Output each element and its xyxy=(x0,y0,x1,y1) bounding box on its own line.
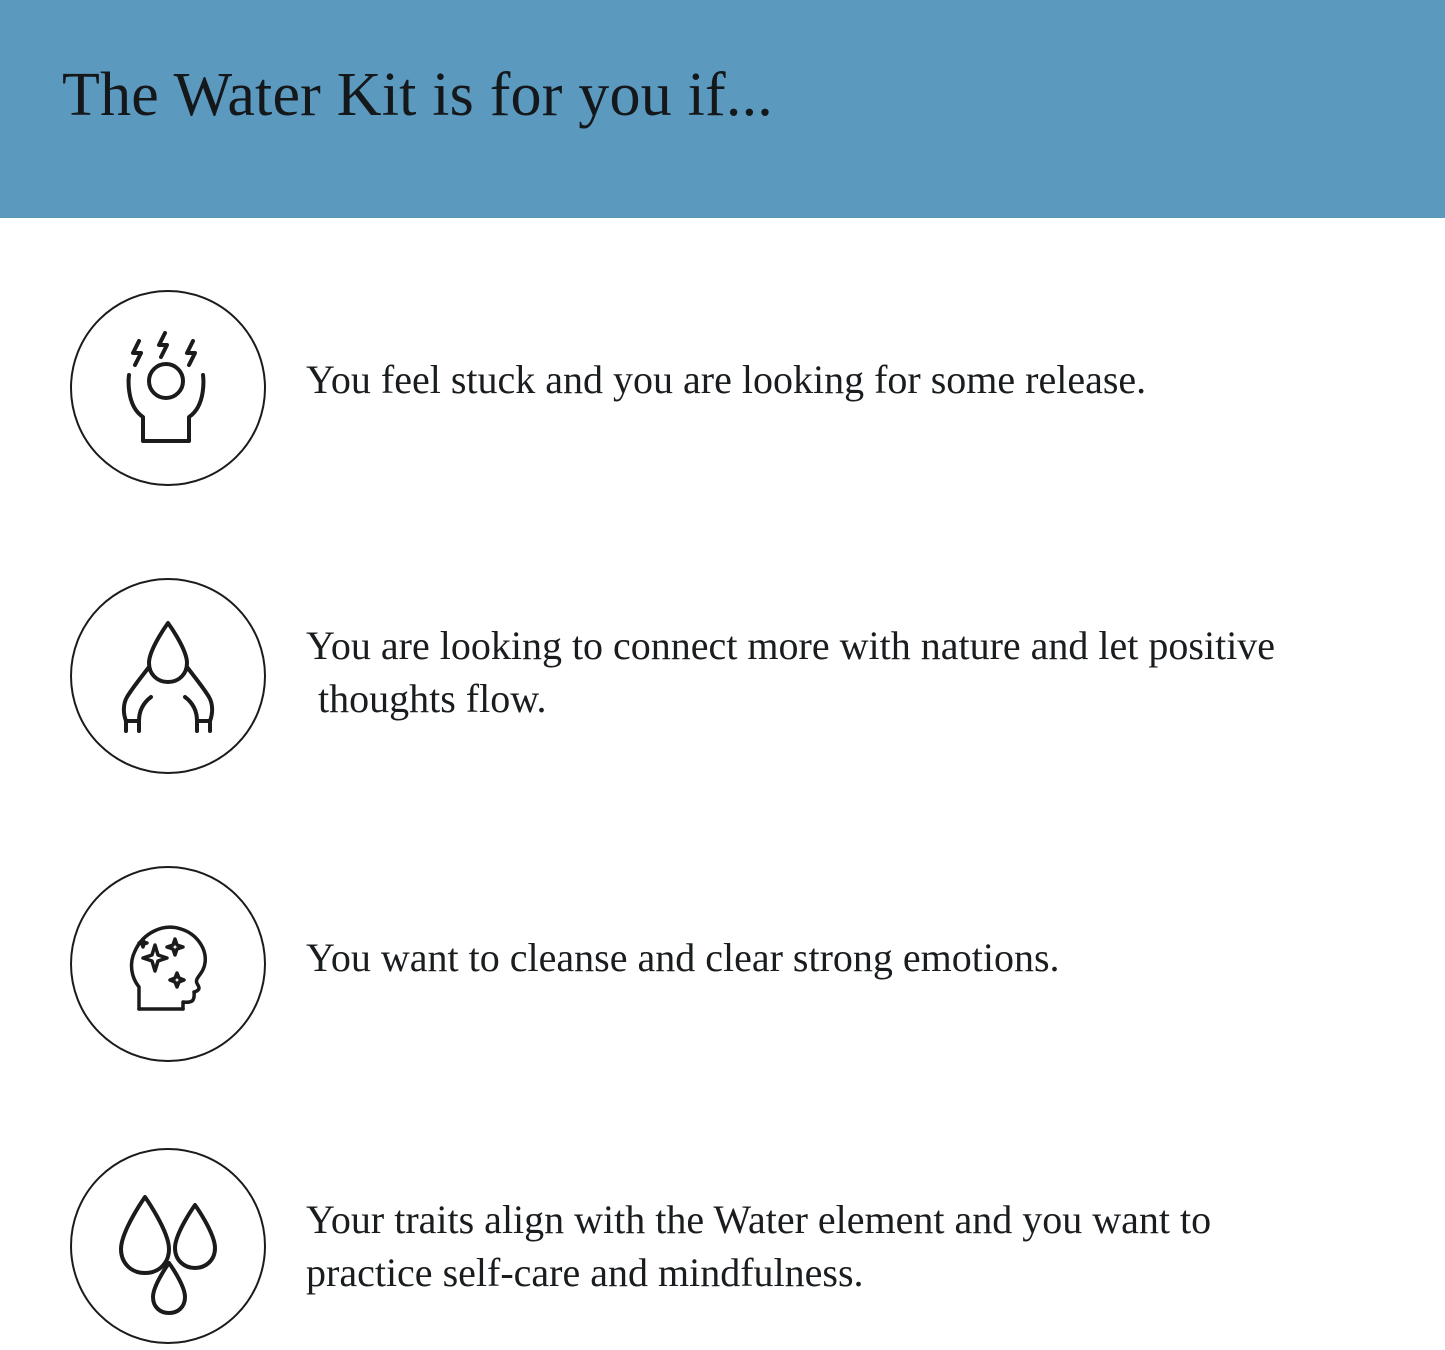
hands-holding-water-drop-icon xyxy=(70,578,266,774)
list-item-text xyxy=(306,932,1386,985)
page-title: The Water Kit is for you if... xyxy=(62,61,773,129)
two-water-drops-icon xyxy=(70,1148,266,1344)
list-item-line-2: thoughts flow. xyxy=(318,675,547,721)
list-item-line-1: You feel stuck and you are looking for some release. xyxy=(306,357,1147,402)
list-item-text xyxy=(306,620,1386,726)
icon-container xyxy=(70,866,266,1062)
list-item-line-2: practice self-care and mindfulness. xyxy=(306,1249,864,1295)
icon-container xyxy=(70,578,266,774)
list-item-line-1: You want to cleanse and clear strong emotions. xyxy=(306,935,1060,980)
list-item-line-1: Your traits align with the Water element and you want to xyxy=(306,1197,1212,1242)
icon-container xyxy=(70,1148,266,1344)
head-with-sparkles-icon xyxy=(70,866,266,1062)
list-item-text xyxy=(306,354,1386,407)
icon-container xyxy=(70,290,266,486)
list-item-text xyxy=(306,1194,1386,1300)
stressed-person-icon xyxy=(70,290,266,486)
list-item-line-1: You are looking to connect more with nature and let positive xyxy=(306,623,1276,668)
